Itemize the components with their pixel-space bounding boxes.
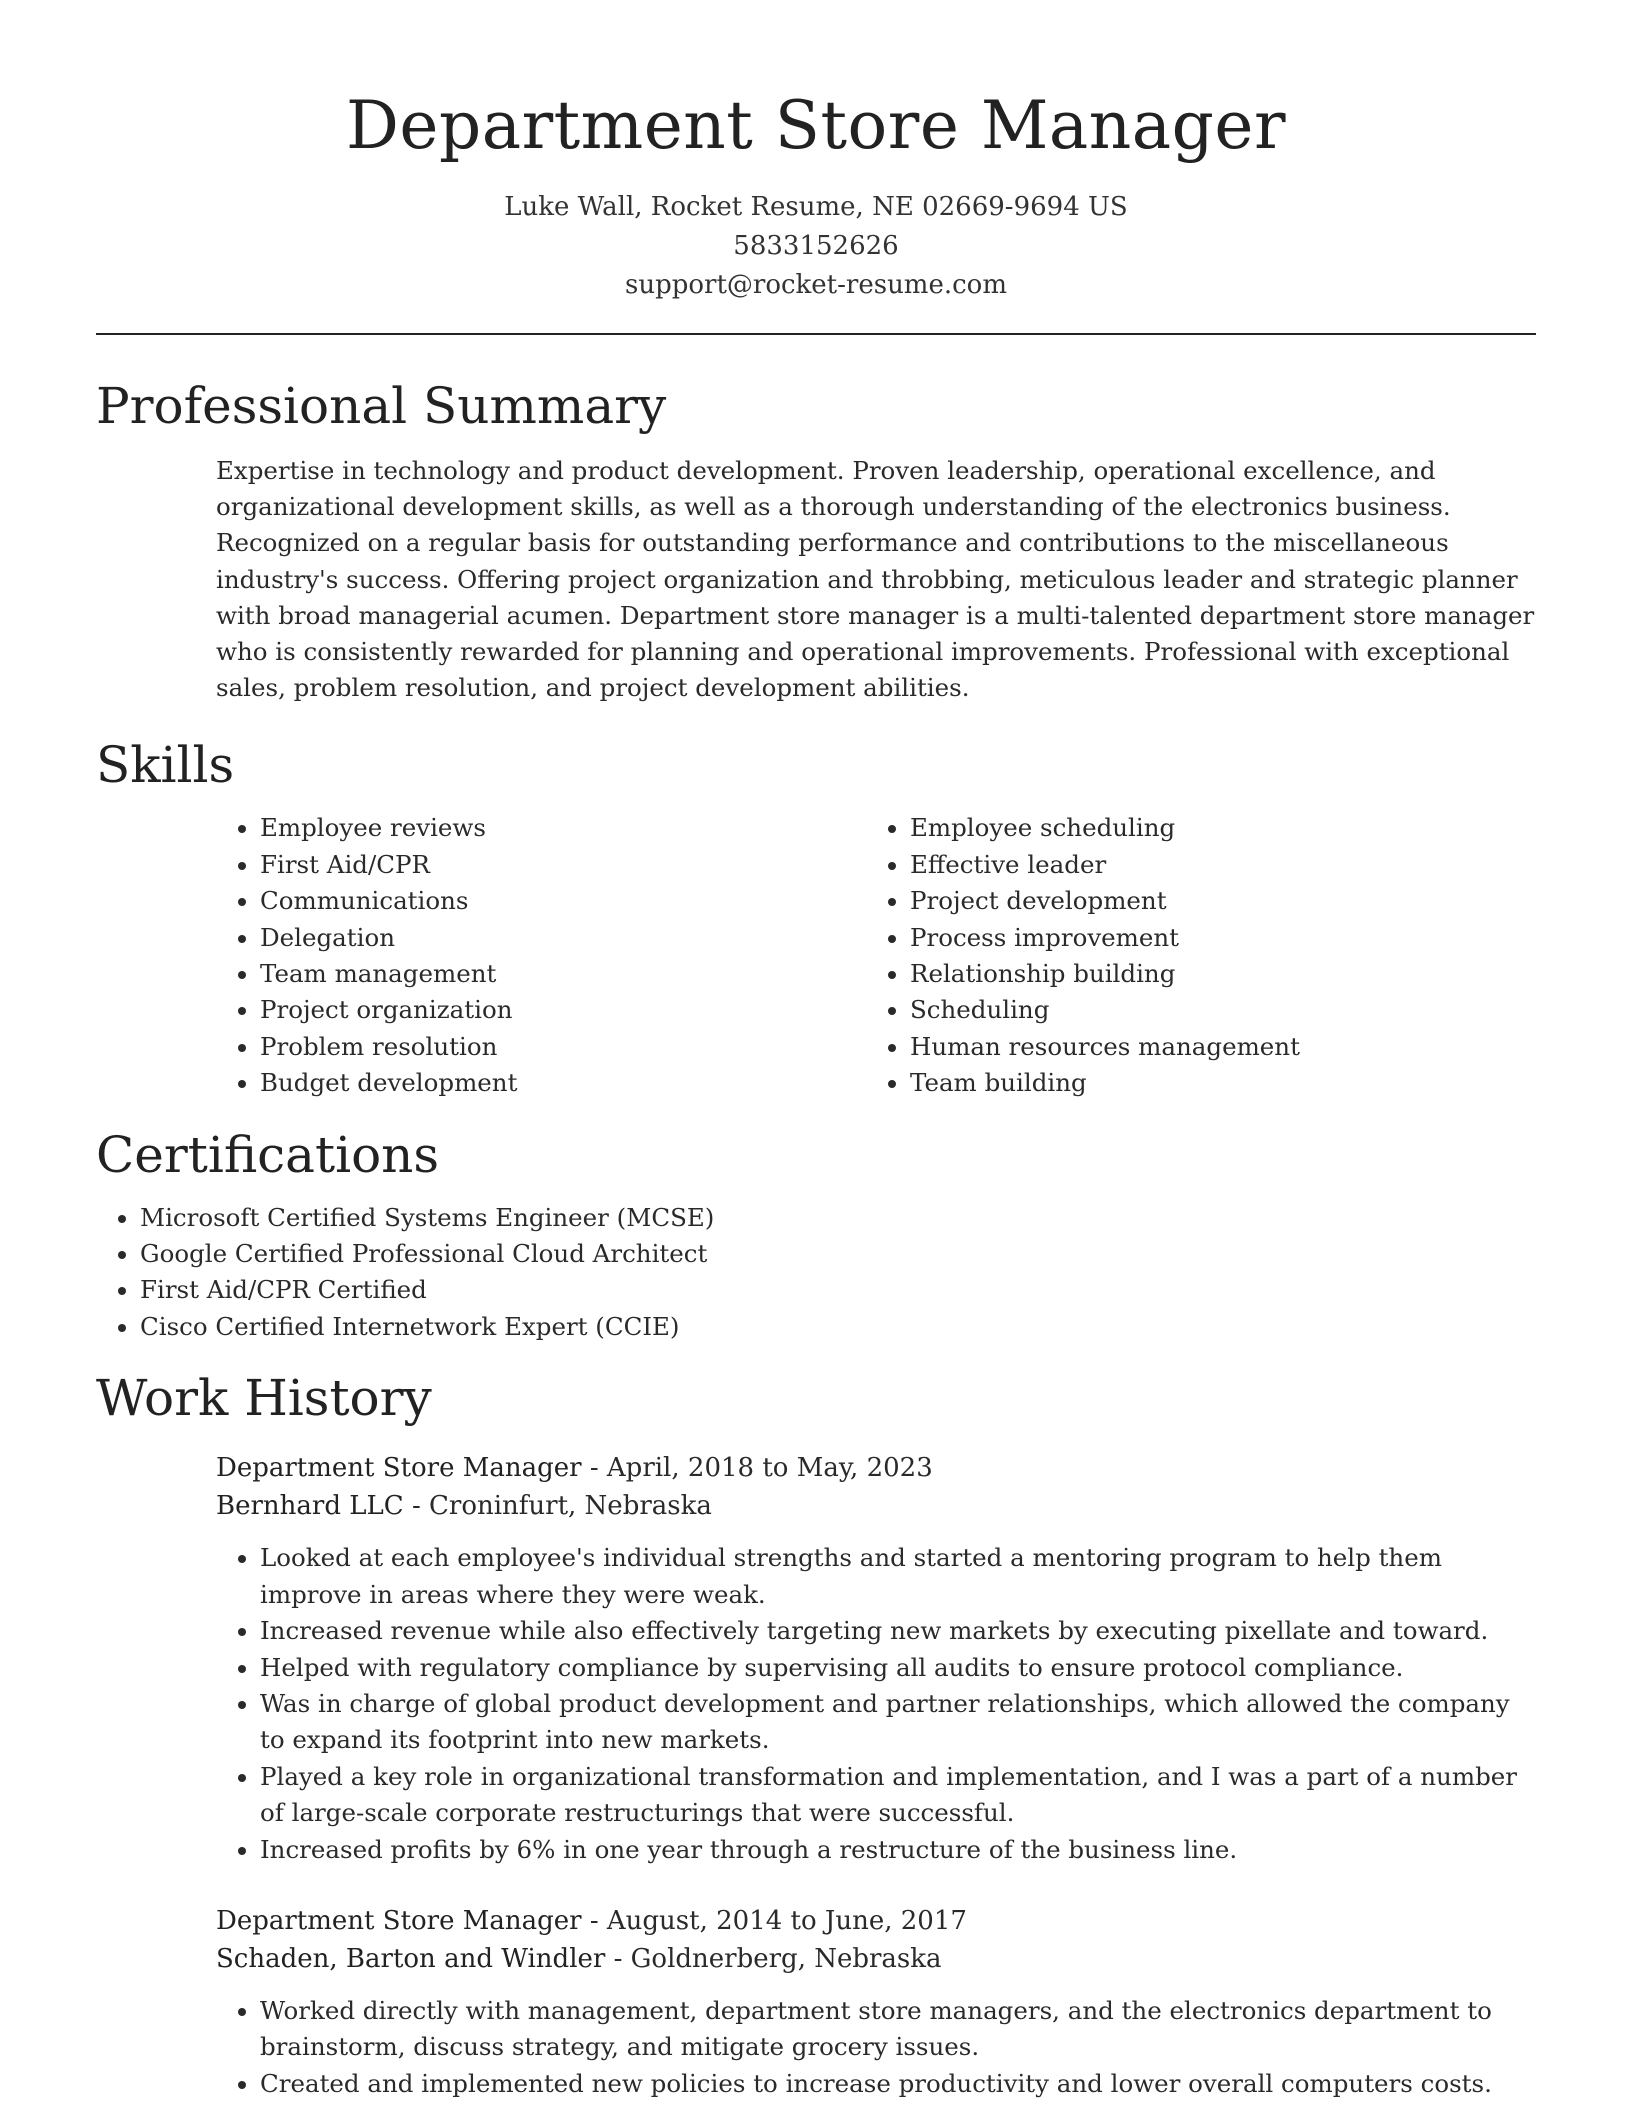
job-role: Department Store Manager [216,1453,582,1484]
skill-item: • Effective leader [910,847,1516,883]
skill-item: • Employee scheduling [910,810,1516,846]
certification-item: • Cisco Certified Internetwork Expert (CCIE) [140,1309,1536,1345]
skill-item: • First Aid/CPR [260,847,866,883]
job-role: Department Store Manager [216,1905,582,1936]
skills-columns [96,810,1536,1101]
job-bullet: • Was in charge of global product development and partner relationships, which allowed the company to expand its footprint into new markets. [260,1686,1536,1759]
contact-block [96,188,1536,305]
certifications-heading: Certifications [96,1125,440,1184]
skill-item: • Problem resolution [260,1029,866,1065]
skill-item: • Communications [260,883,866,919]
header-divider [96,333,1536,335]
job-bullet: • Increased profits by 6% in one year through a restructure of the business line. [260,1832,1536,1868]
job-title-line [216,1449,1536,1487]
skill-item: • Process improvement [910,920,1516,956]
job-dates: - April, 2018 to May, 2023 [581,1453,933,1484]
job-entry [96,1449,1536,1868]
job-bullet: • Created and implemented new policies to increase productivity and lower overall computers costs. [260,2066,1536,2102]
skills-list-right [866,810,1516,1101]
job-company-line [216,1940,1536,1978]
job-title-line [216,1902,1536,1940]
job-bullet: • Helped with regulatory compliance by supervising all audits to ensure protocol compliance. [260,1650,1536,1686]
skill-item: • Scheduling [910,992,1516,1028]
job-location: - Goldnerberg, Nebraska [605,1943,942,1974]
job-entry [96,1902,1536,2102]
certification-item: • Google Certified Professional Cloud Architect [140,1236,1536,1272]
job-location: - Croninfurt, Nebraska [403,1491,712,1522]
skill-item: • Human resources management [910,1029,1516,1065]
certifications-list [96,1200,1536,1346]
summary-heading: Professional Summary [96,377,667,435]
skill-item: • Project organization [260,992,866,1028]
skills-heading: Skills [96,736,235,795]
skill-item: • Budget development [260,1065,866,1101]
skill-item: • Relationship building [910,956,1516,992]
resume-title: Department Store Manager [346,87,1286,164]
job-bullet: • Worked directly with management, department store managers, and the electronics department to brainstorm, discuss strategy, and mitigate grocery issues. [260,1993,1536,2066]
certification-item: • Microsoft Certified Systems Engineer (MCSE) [140,1200,1536,1236]
job-company-line [216,1487,1536,1525]
job-bullet: • Played a key role in organizational transformation and implementation, and I was a part of a number of large-scale corporate restructurings that were successful. [260,1759,1536,1832]
job-bullet: • Looked at each employee's individual strengths and started a mentoring program to help them improve in areas where they were weak. [260,1540,1536,1613]
work-history-heading: Work History [96,1369,432,1428]
job-bullets [216,1993,1536,2102]
job-bullets [216,1540,1536,1868]
job-company: Bernhard LLC [216,1491,404,1522]
skill-item: • Delegation [260,920,866,956]
skills-list-left [216,810,866,1101]
skill-item: • Team building [910,1065,1516,1101]
contact-email: support@rocket-resume.com [624,270,1007,300]
job-bullet: • Increased revenue while also effectively targeting new markets by executing pixellate and toward. [260,1613,1536,1649]
skill-item: • Project development [910,883,1516,919]
job-company: Schaden, Barton and Windler [216,1943,606,1974]
summary-text: Expertise in technology and product development. Proven leadership, operational excellence, and organizational development skills, as well as a thorough understanding of the electronics business. Recognized on a regular basis for outstanding performance and contributions to the miscellaneous industry's success. Offering project organization and throbbing, meticulous leader and strategic planner with broad managerial acumen. Department store manager is a multi-talented department store manager who is consistently rewarded for planning and operational improvements. Professional with exceptional sales, problem resolution, and project development abilities. [216,456,1535,703]
skill-item: • Team management [260,956,866,992]
job-dates: - August, 2014 to June, 2017 [581,1905,967,1936]
certification-item: • First Aid/CPR Certified [140,1272,1536,1308]
skill-item: • Employee reviews [260,810,866,846]
contact-phone: 5833152626 [733,231,899,261]
contact-address: Luke Wall, Rocket Resume, NE 02669-9694 US [504,192,1128,222]
